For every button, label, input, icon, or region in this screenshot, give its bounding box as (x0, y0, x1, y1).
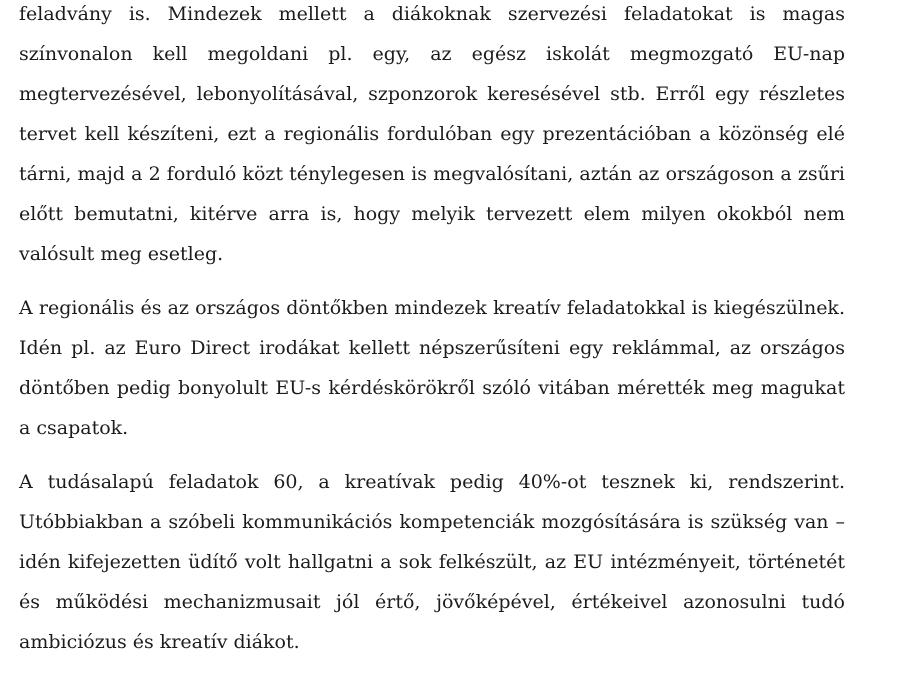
text-line: feladvány is. Mindezek mellett a diákoknak szervezési feladatokat is magas (19, 3, 845, 25)
text-line: Idén pl. az Euro Direct irodákat kellett népszerűsíteni egy reklámmal, az országos (19, 337, 845, 359)
text-line: tárni, majd a 2 forduló közt ténylegesen is megvalósítani, aztán az országoson a zsűri (19, 163, 845, 185)
text-line: és működési mechanizmusait jól értő, jövőképével, értékeivel azonosulni tudó (19, 591, 845, 613)
paragraph-1 (19, 0, 845, 274)
text-line: valósult meg esetleg. (19, 243, 224, 265)
text-line: A tudásalapú feladatok 60, a kreatívak pedig 40%-ot tesznek ki, rendszerint. (19, 471, 845, 493)
text-line: Utóbbiakban a szóbeli kommunikációs kompetenciák mozgósítására is szükség van – (19, 511, 845, 533)
text-line: idén kifejezetten üdítő volt hallgatni a sok felkészült, az EU intézményeit, történetét (19, 551, 845, 573)
text-line: megtervezésével, lebonyolításával, szponzorok keresésével stb. Erről egy részletes (19, 83, 845, 105)
text-line: színvonalon kell megoldani pl. egy, az egész iskolát megmozgató EU-nap (19, 43, 845, 65)
document-page (19, 0, 845, 676)
text-line: ambiciózus és kreatív diákot. (19, 631, 300, 653)
paragraph-3 (19, 462, 845, 662)
text-line: előtt bemutatni, kitérve arra is, hogy melyik tervezett elem milyen okokból nem (19, 203, 845, 225)
paragraph-2 (19, 288, 845, 448)
text-line: a csapatok. (19, 417, 129, 439)
text-line: tervet kell készíteni, ezt a regionális fordulóban egy prezentációban a közönség elé (19, 123, 845, 145)
text-line: A regionális és az országos döntőkben mindezek kreatív feladatokkal is kiegészülnek. (19, 297, 845, 319)
text-line: döntőben pedig bonyolult EU-s kérdéskörökről szóló vitában mérették meg magukat (19, 377, 845, 399)
